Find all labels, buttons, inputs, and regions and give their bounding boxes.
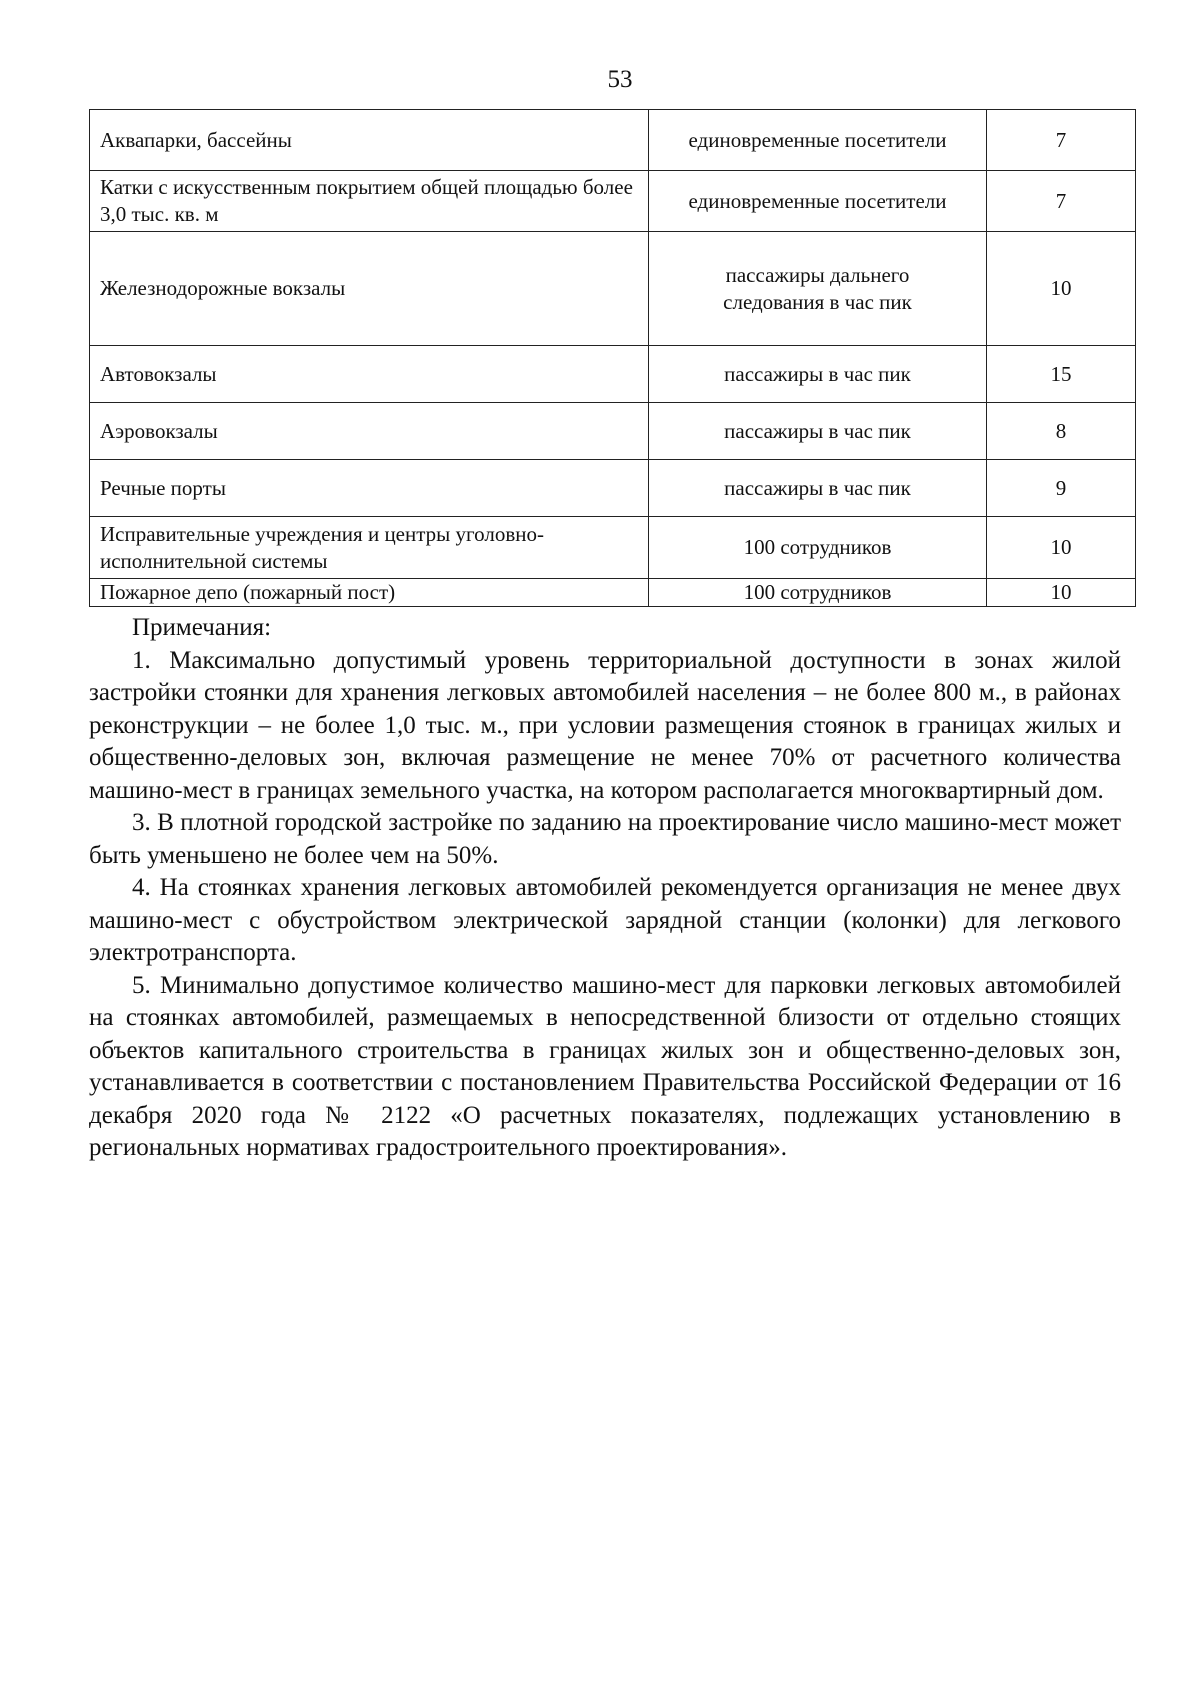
notes-title: Примечания: bbox=[132, 614, 272, 641]
table-row bbox=[90, 110, 1136, 171]
note-paragraph: 4. На стоянках хранения легковых автомобилей рекомендуется организация не менее двух машино-мест с обустройством электрической зарядной станции (колонки) для легкового электротранспорта. bbox=[89, 874, 1121, 966]
page-number: 53 bbox=[607, 66, 633, 93]
unit-cell: пассажиры дальнего следования в час пик bbox=[649, 232, 987, 346]
value-cell: 7 bbox=[987, 110, 1136, 171]
unit-cell: единовременные посетители bbox=[649, 110, 987, 171]
unit-cell: 100 сотрудников bbox=[649, 517, 987, 579]
table-row bbox=[90, 232, 1136, 346]
parking-norms-table bbox=[89, 109, 1136, 607]
table-row bbox=[90, 403, 1136, 460]
value-cell: 8 bbox=[987, 403, 1136, 460]
facility-name-cell: Исправительные учреждения и центры уголовно-исполнительной системы bbox=[90, 517, 649, 579]
value-cell: 10 bbox=[987, 517, 1136, 579]
facility-name-cell: Катки с искусственным покрытием общей площадью более 3,0 тыс. кв. м bbox=[90, 171, 649, 232]
table-row bbox=[90, 346, 1136, 403]
value-cell: 7 bbox=[987, 171, 1136, 232]
value-cell: 15 bbox=[987, 346, 1136, 403]
unit-cell: пассажиры в час пик bbox=[649, 346, 987, 403]
unit-cell: 100 сотрудников bbox=[649, 579, 987, 607]
note-paragraph: 5. Минимально допустимое количество машино-мест для парковки легковых автомобилей на стоянках автомобилей, размещаемых в непосредственной близости от отдельно стоящих объектов капитального строительства в границах жилых зон и общественно-деловых зон, устанавливается в соответствии с постановлением Правительства Российской Федерации от 16 декабря 2020 года № 2122 «О расчетных показателях, подлежащих установлению в региональных нормативах градостроительного проектирования». bbox=[89, 971, 1121, 1161]
table-row bbox=[90, 517, 1136, 579]
facility-name-cell: Автовокзалы bbox=[90, 346, 649, 403]
table-row bbox=[90, 171, 1136, 232]
facility-name-cell: Железнодорожные вокзалы bbox=[90, 232, 649, 346]
value-cell: 10 bbox=[987, 232, 1136, 346]
table-row bbox=[90, 579, 1136, 607]
unit-cell: единовременные посетители bbox=[649, 171, 987, 232]
facility-name-cell: Речные порты bbox=[90, 460, 649, 517]
value-cell: 9 bbox=[987, 460, 1136, 517]
value-cell: 10 bbox=[987, 579, 1136, 607]
note-paragraph: 3. В плотной городской застройке по заданию на проектирование число машино-мест может быть уменьшено не более чем на 50%. bbox=[89, 809, 1121, 869]
notes-section bbox=[89, 612, 1121, 1165]
facility-name-cell: Аквапарки, бассейны bbox=[90, 110, 649, 171]
unit-cell: пассажиры в час пик bbox=[649, 403, 987, 460]
table-row bbox=[90, 460, 1136, 517]
facility-name-cell: Пожарное депо (пожарный пост) bbox=[90, 579, 649, 607]
note-paragraph: 1. Максимально допустимый уровень территориальной доступности в зонах жилой застройки стоянки для хранения легковых автомобилей населения – не более 800 м., в районах реконструкции – не более 1,0 тыс. м., при условии размещения стоянок в границах жилых и общественно-деловых зон, включая размещение не менее 70% от расчетного количества машино-мест в границах земельного участка, на котором располагается многоквартирный дом. bbox=[89, 646, 1121, 804]
unit-cell: пассажиры в час пик bbox=[649, 460, 987, 517]
facility-name-cell: Аэровокзалы bbox=[90, 403, 649, 460]
